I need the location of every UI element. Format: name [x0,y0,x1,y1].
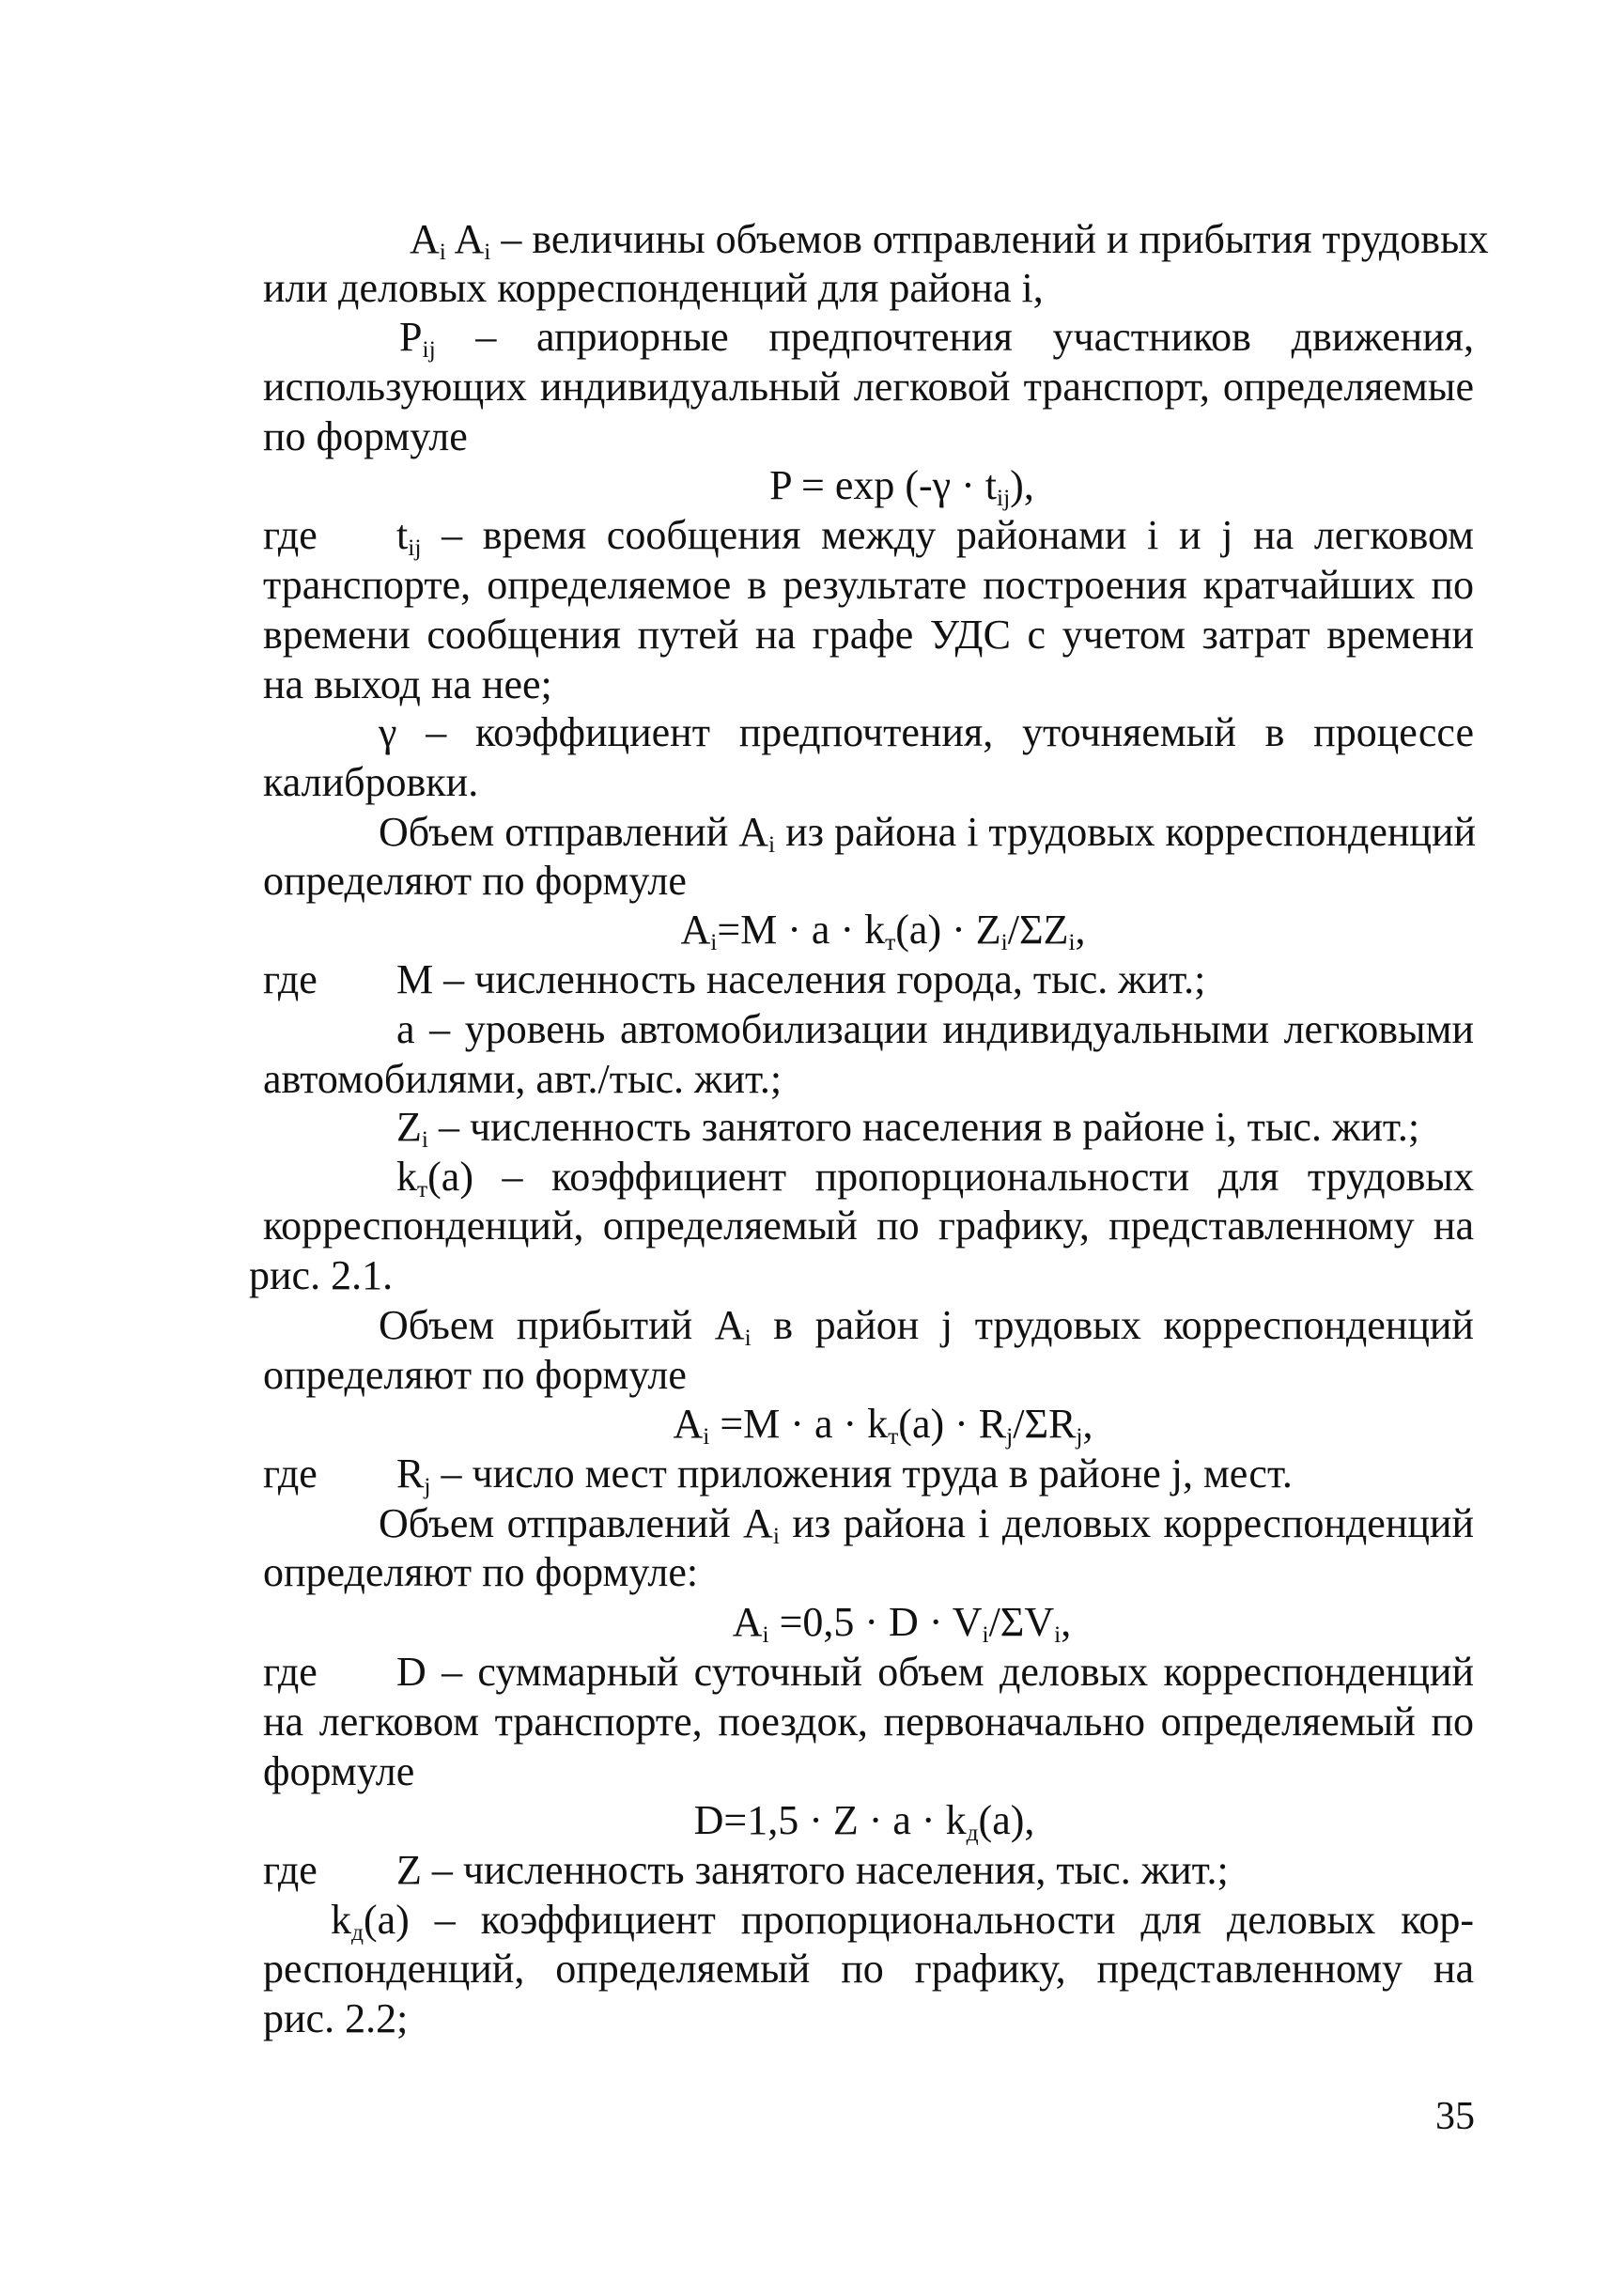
subscript-index: i [703,1422,710,1451]
text-line [379,809,1477,859]
text-line [263,512,318,558]
text-line [263,1948,1474,1990]
text-line [410,216,1489,266]
text-line [249,1252,394,1298]
line-content: где [263,1451,318,1497]
line-content: респонденций, определяемый по графику, представленному на [263,1946,1474,1992]
line-content: формуле [263,1748,415,1794]
line-content: $t_{ij}$ – время сообщения между районами i и j на легковом [396,512,1474,562]
line-content: определяют по формуле [263,858,687,904]
line-content: где [263,956,318,1002]
line-content: корреспонденций, определяемый по графику, представленному на [263,1202,1474,1249]
text-line [263,1352,687,1398]
line-content: рис. 2.1. [249,1252,394,1298]
line-content: $k_д(a)$ – коэффициент пропорциональности для деловых кор- [331,1897,1474,1947]
subscript-index: т [417,1175,428,1203]
line-content: $Z_i$ – численность занятого населения в районе i, тыс. жит.; [396,1104,1420,1154]
subscript-index: ij [996,484,1011,512]
text-line [263,858,687,904]
line-content: транспорте, определяемое в результате построения кратчайших по [263,562,1474,608]
line-content: где [263,1847,318,1893]
line-content: $P = \exp (-\gamma \cdot t_{ij})$, [769,462,1034,512]
text-line [263,1748,415,1794]
line-content: M – численность населения города, тыс. жит.; [396,956,1206,1002]
line-content: $k_т(a)$ – коэффициент пропорциональности для трудовых [396,1154,1474,1203]
text-line [379,709,1474,755]
line-content: a – уровень автомобилизации индивидуальными легковыми [396,1006,1474,1052]
text-line [263,1202,1474,1249]
formula-line [620,907,1146,956]
text-line [396,1154,1474,1203]
line-content: по формуле [263,413,468,459]
line-content: рис. 2.2; [263,1995,409,2041]
text-line [396,1104,1420,1154]
line-content: Объем прибытий $A_i$ в район j трудовых корреспонденций [379,1302,1474,1352]
line-content: D – суммарный суточный объем деловых корреспонденций [396,1649,1474,1695]
subscript-index: ij [408,534,422,562]
text-line [396,956,1206,1002]
subscript-index: ij [422,335,436,364]
subscript-index: i [439,238,446,266]
subscript-index: i [1068,928,1076,956]
subscript-index: j [424,1472,431,1500]
subscript-index: i [982,1621,989,1649]
text-line [396,1006,1474,1052]
line-content: $A_i =M \cdot a \cdot k_т(a) \cdot R_j/\Sigma R_j$, [673,1401,1093,1451]
line-content: на выход на нее; [263,661,552,707]
page-number: 35 [1435,2095,1475,2138]
line-content: Z – численность занятого населения, тыс. жит.; [396,1847,1229,1893]
line-content: $D=1,5 \cdot Z \cdot a \cdot k_д(a)$, [693,1797,1035,1847]
subscript-index: i [772,1522,780,1550]
text-line [263,366,1474,408]
subscript-index: т [885,928,896,956]
text-line [396,512,1474,562]
text-line [396,1847,1229,1893]
text-line [396,1649,1474,1695]
text-line [263,1701,1474,1743]
text-line [263,1649,318,1695]
text-line [263,1056,783,1102]
text-line [263,265,1044,311]
line-content: определяют по формуле [263,1352,687,1398]
line-content: или деловых корреспонденций для района i, [263,265,1044,311]
formula-line [658,1797,1071,1847]
line-content: Объем отправлений $A_i$ из района i деловых корреспонденций [379,1500,1475,1550]
line-content: γ – коэффициент предпочтения, уточняемый в процессе [379,709,1474,755]
line-content: $A_i=M \cdot a \cdot k_т(a) \cdot Z_i/\Sigma Z_i$, [680,907,1086,956]
line-content: времени сообщения путей на графе УДС с учетом затрат времени [263,612,1474,658]
line-content: на легковом транспорте, поездок, первоначально определяемый по [263,1699,1474,1745]
subscript-index: j [1076,1422,1083,1451]
subscript-index: т [888,1422,899,1451]
line-content: $A_i$ $A_i$ – величины объемов отправлений и прибытия трудовых [410,216,1489,266]
text-line [263,1847,318,1893]
text-line [331,1897,1474,1947]
subscript-index: i [744,1324,752,1352]
text-line [399,314,1474,364]
line-content: где [263,512,318,558]
subscript-index: i [1054,1621,1062,1649]
text-line [263,661,552,707]
formula-line [620,1401,1146,1451]
line-content: $A_i =0,5 \cdot D \cdot V_i/\Sigma V_i$, [732,1599,1072,1649]
formula-line [658,462,1146,512]
subscript-index: д [966,1819,979,1847]
line-content: где [263,1649,318,1695]
text-line [263,562,1474,608]
subscript-index: j [1006,1422,1014,1451]
text-line [263,1995,409,2041]
subscript-index: i [421,1125,428,1154]
subscript-index: i [484,238,491,266]
subscript-index: i [1000,928,1008,956]
text-line [263,413,468,459]
line-content: автомобилями, авт./тыс. жит.; [263,1056,783,1102]
line-content: $R_j$ – число мест приложения труда в районе j, мест. [396,1451,1293,1500]
subscript-index: i [762,1621,769,1649]
subscript-index: д [351,1918,364,1947]
text-line [379,1500,1475,1550]
line-content: определяют по формуле: [263,1549,699,1595]
line-content: использующих индивидуальный легковой транспорт, определяемые [263,364,1474,410]
formula-line [676,1599,1127,1649]
text-line [263,759,479,805]
line-content: $P_{ij}$ – априорные предпочтения участников движения, [399,314,1474,364]
text-line [263,1453,318,1495]
subscript-index: i [710,928,718,956]
line-content: Объем отправлений $A_i$ из района i трудовых корреспонденций [379,809,1477,859]
text-line [263,956,318,1002]
text-line [379,1302,1474,1352]
line-content: калибровки. [263,759,479,805]
text-line [263,1549,699,1595]
text-line [263,614,1474,656]
text-line [396,1451,1293,1500]
subscript-index: i [768,830,776,859]
